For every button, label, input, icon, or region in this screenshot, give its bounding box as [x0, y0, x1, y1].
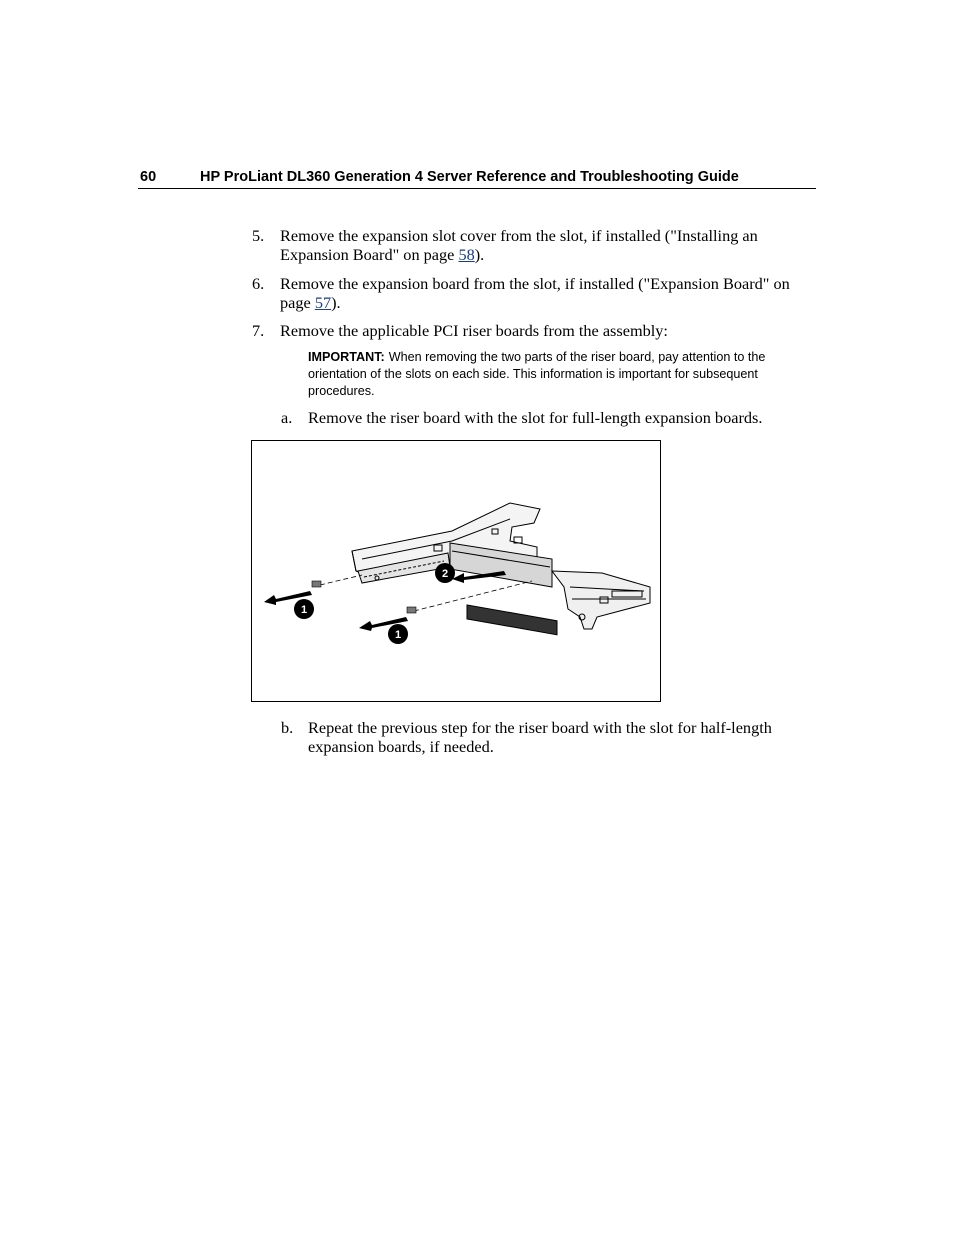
substep-text: Remove the riser board with the slot for full-length expansion boards.: [308, 408, 763, 427]
screw-1: [312, 581, 321, 587]
substep-letter: b.: [281, 718, 294, 737]
callout-2: [435, 563, 455, 583]
substep-text: Repeat the previous step for the riser board with the slot for half-length expansion boards, if needed.: [308, 718, 772, 756]
document-title: HP ProLiant DL360 Generation 4 Server Reference and Troubleshooting Guide: [200, 169, 739, 185]
substep-letter: a.: [281, 408, 293, 427]
screw-2: [407, 607, 416, 613]
screw-path-1: [320, 575, 362, 585]
callout-number: 1: [300, 604, 308, 616]
riser-board-figure: [251, 440, 661, 702]
riser-cage-drawing: [352, 503, 650, 635]
callout-number: 2: [441, 568, 449, 580]
page-link-58[interactable]: 58: [458, 245, 475, 264]
page-header: [138, 168, 816, 189]
step-text: Remove the expansion slot cover from the slot, if installed ("Installing an Expansion Board" on page 58).: [280, 226, 758, 264]
riser-board-illustration: [252, 441, 662, 703]
page-number: 60: [140, 169, 157, 185]
callout-1-right: [388, 624, 408, 644]
important-label: IMPORTANT:: [308, 350, 385, 364]
callout-number: 1: [394, 629, 402, 641]
step-text: Remove the expansion board from the slot, if installed ("Expansion Board" on page 57).: [280, 274, 790, 312]
step-number: 5.: [252, 226, 265, 245]
important-text: When removing the two parts of the riser board, pay attention to the orientation of the slots on each side. This information is important for subsequent procedures.: [308, 350, 766, 398]
step-number: 7.: [252, 321, 265, 340]
page-link-57[interactable]: 57: [314, 293, 332, 312]
important-note: [308, 349, 768, 400]
step-text: Remove the applicable PCI riser boards from the assembly:: [280, 321, 668, 340]
step-number: 6.: [252, 274, 265, 293]
riser-bracket: [552, 571, 650, 629]
callout-1-left: [294, 599, 314, 619]
